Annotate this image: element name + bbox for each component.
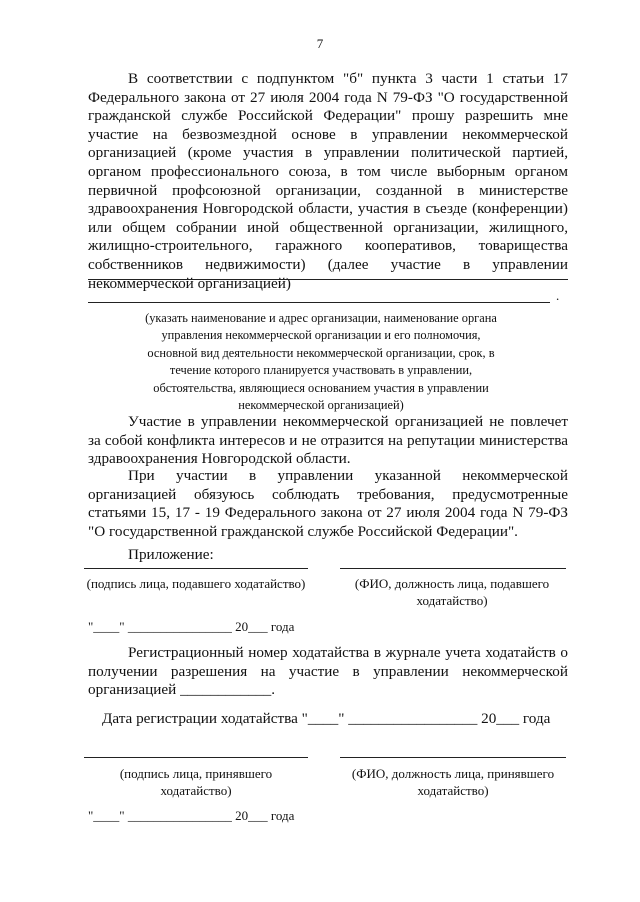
applicant-name-caption: (ФИО, должность лица, подавшего ходатайство) — [354, 576, 550, 608]
receiver-name-caption: (ФИО, должность лица, принявшего ходатайство) — [351, 766, 555, 798]
receiver-signature-caption: (подпись лица, принявшего ходатайство) — [119, 766, 273, 798]
attachment-label: Приложение: — [128, 546, 214, 563]
org-blank-line-2 — [88, 302, 550, 303]
applicant-signature-caption: (подпись лица, подавшего ходатайство) — [86, 576, 306, 591]
page-number: 7 — [316, 36, 324, 51]
consent-paragraph: В соответствии с подпунктом "б" пункта 3 части 1 статьи 17 Федерального закона от 27 июля 2004 года N 79-ФЗ "О государственной гражданской службе Российской Федерации" прошу разрешить мне участие на безвозмездной основе в управлении некоммерческой организацией (кроме участия в управлении политической партией, органом профессионального союза, в том числе выборным органом первичной профсоюзной организации, созданной в министерстве здравоохранения Новгородской области, участия в съезде (конференции) или общем собрании иной общественной организации, жилищного, жилищно-строительного, гаражного кооперативов, товарищества собственников недвижимости) (далее участие в управлении некоммерческой организацией) — [88, 70, 568, 292]
obligation-paragraph: При участии в управлении указанной некоммерческой организацией обязуюсь соблюдать требования, предусмотренные статьями 15, 17 - 19 Федерального закона от 27 июля 2004 года N 79-ФЗ "О государственной гражданской службе Российской Федерации". — [88, 467, 568, 540]
applicant-signature-line — [84, 568, 308, 569]
org-blank-line-1 — [88, 279, 568, 280]
applicant-date-line: "____" ________________ 20___ года — [88, 619, 295, 634]
registration-paragraph: Регистрационный номер ходатайства в журнале учета ходатайств о получении разрешения на участие в управлении некоммерческой организацией ____________. — [88, 644, 568, 699]
line-end-dot: . — [556, 288, 560, 303]
org-instruction-note: (указать наименование и адрес организации, наименование органа управления некоммерческой организации и его полномочия, основной вид деятельности некоммерческой организации, срок, в течение которого планируется участвовать в управлении, обстоятельства, являющиеся основанием участия в управлении некоммерческой организацией) — [145, 311, 497, 413]
registration-date-line: Дата регистрации ходатайства "____" _________________ 20___ года — [102, 710, 551, 727]
receiver-signature-line — [84, 757, 308, 758]
receiver-date-line: "____" ________________ 20___ года — [88, 808, 295, 823]
receiver-name-line — [340, 757, 566, 758]
conflict-paragraph: Участие в управлении некоммерческой организацией не повлечет за собой конфликта интересов и не отразится на репутации министерства здравоохранения Новгородской области. — [88, 413, 568, 468]
applicant-name-line — [340, 568, 566, 569]
